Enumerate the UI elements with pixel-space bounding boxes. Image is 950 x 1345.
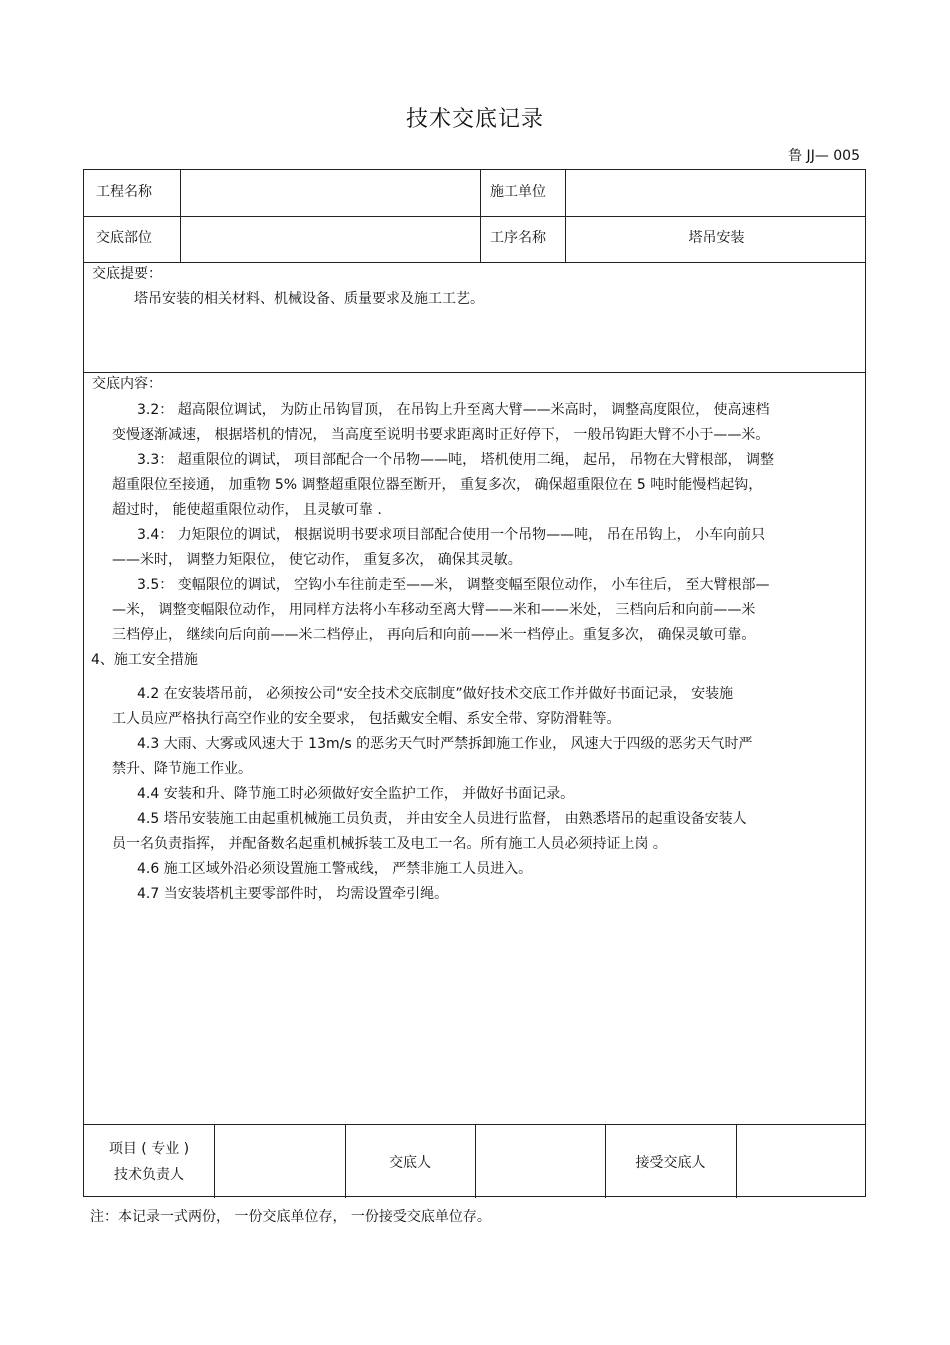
- content-line: 4.2 在安装塔吊前， 必须按公司“安全技术交底制度”做好技术交底工作并做好书面记录， 安装施: [137, 686, 734, 702]
- row-divider: [84, 372, 865, 373]
- content-line: ——米时， 调整力矩限位， 使它动作， 重复多次， 确保其灵敏。: [112, 552, 522, 568]
- form-code: 鲁 JJ— 005: [788, 148, 860, 164]
- process-name-value: 塔吊安装: [688, 230, 745, 246]
- footnote: 注：本记录一式两份， 一份交底单位存， 一份接受交底单位存。: [90, 1209, 491, 1225]
- content-line: 4.6 施工区域外沿必须设置施工警戒线， 严禁非施工人员进入。: [137, 861, 533, 877]
- content-line: 变慢逐渐减速， 根据塔机的情况， 当高度至说明书要求距离时正好停下， 一般吊钩距大臂不小于——米。: [112, 427, 770, 443]
- receiver-label: 接受交底人: [635, 1155, 706, 1171]
- content-line: 3.3： 超重限位的调试， 项目部配合一个吊物——吨， 塔机使用二绳， 起吊， 吊物在大臂根部， 调整: [137, 452, 774, 468]
- section-heading: 4、施工安全措施: [91, 652, 198, 668]
- content-body: [84, 398, 867, 907]
- content-line: 3.5： 变幅限位的调试， 空钩小车往前走至——米， 调整变幅至限位动作， 小车往后， 至大臂根部—: [137, 577, 770, 593]
- content-line: 4.5 塔吊安装施工由起重机械施工员负责， 并由安全人员进行监督， 由熟悉塔吊的起重设备安装人: [137, 811, 747, 827]
- disclosure-form: [83, 169, 866, 1197]
- row-divider: [84, 262, 865, 263]
- tech-lead-label-line1: 项目 ( 专业 ): [108, 1141, 190, 1157]
- row-divider: [84, 216, 865, 217]
- process-name-label: 工序名称: [490, 230, 546, 246]
- summary-label: 交底提要：: [92, 266, 162, 282]
- content-line: 3.2： 超高限位调试， 为防止吊钩冒顶， 在吊钩上升至离大臂——米高时， 调整高度限位， 使高速档: [137, 402, 770, 418]
- content-line: 4.4 安装和升、降节施工时必须做好安全监护工作， 并做好书面记录。: [137, 786, 575, 802]
- column-divider: [214, 1124, 215, 1198]
- content-label: 交底内容：: [92, 376, 162, 392]
- content-line: 3.4： 力矩限位的调试， 根据说明书要求项目部配合使用一个吊物——吨， 吊在吊钩上， 小车向前只: [137, 527, 766, 543]
- project-name-label: 工程名称: [96, 184, 152, 200]
- discloser-label: 交底人: [389, 1155, 431, 1171]
- column-divider: [475, 1124, 476, 1198]
- content-line: 超重限位至接通， 加重物 5% 调整超重限位器至断开， 重复多次， 确保超重限位在 5 吨时能慢档起钩，: [112, 477, 763, 493]
- content-line: 工人员应严格执行高空作业的安全要求， 包括戴安全帽、系安全带、穿防滑鞋等。: [112, 711, 621, 727]
- content-line: 4.3 大雨、大雾或风速大于 13m/s 的恶劣天气时严禁拆卸施工作业， 风速大于四级的恶劣天气时严: [137, 736, 753, 752]
- content-line: 超过时， 能使超重限位动作， 且灵敏可靠 .: [112, 502, 382, 518]
- column-divider: [480, 170, 481, 262]
- content-line: 4.7 当安装塔机主要零部件时， 均需设置牵引绳。: [137, 886, 449, 902]
- content-line: 三档停止， 继续向后向前——米二档停止， 再向后和向前——米一档停止。重复多次， 确保灵敏可靠。: [112, 627, 756, 643]
- summary-text: 塔吊安装的相关材料、机械设备、质量要求及施工工艺。: [134, 291, 484, 307]
- column-divider: [180, 170, 181, 262]
- column-divider: [565, 170, 566, 262]
- document-title: 技术交底记录: [405, 107, 544, 132]
- content-line: 员一名负责指挥， 并配备数名起重机械拆装工及电工一名。所有施工人员必须持证上岗 。: [112, 836, 667, 852]
- tech-lead-label-line2: 技术负责人: [114, 1167, 184, 1183]
- disclosure-part-label: 交底部位: [96, 230, 152, 246]
- tech-lead-label: [84, 1136, 214, 1188]
- column-divider: [736, 1124, 737, 1198]
- content-line: —米， 调整变幅限位动作， 用同样方法将小车移动至离大臂——米和——米处， 三档向后和向前——米: [112, 602, 756, 618]
- construction-unit-label: 施工单位: [490, 184, 546, 200]
- content-line: 禁升、降节施工作业。: [112, 761, 252, 777]
